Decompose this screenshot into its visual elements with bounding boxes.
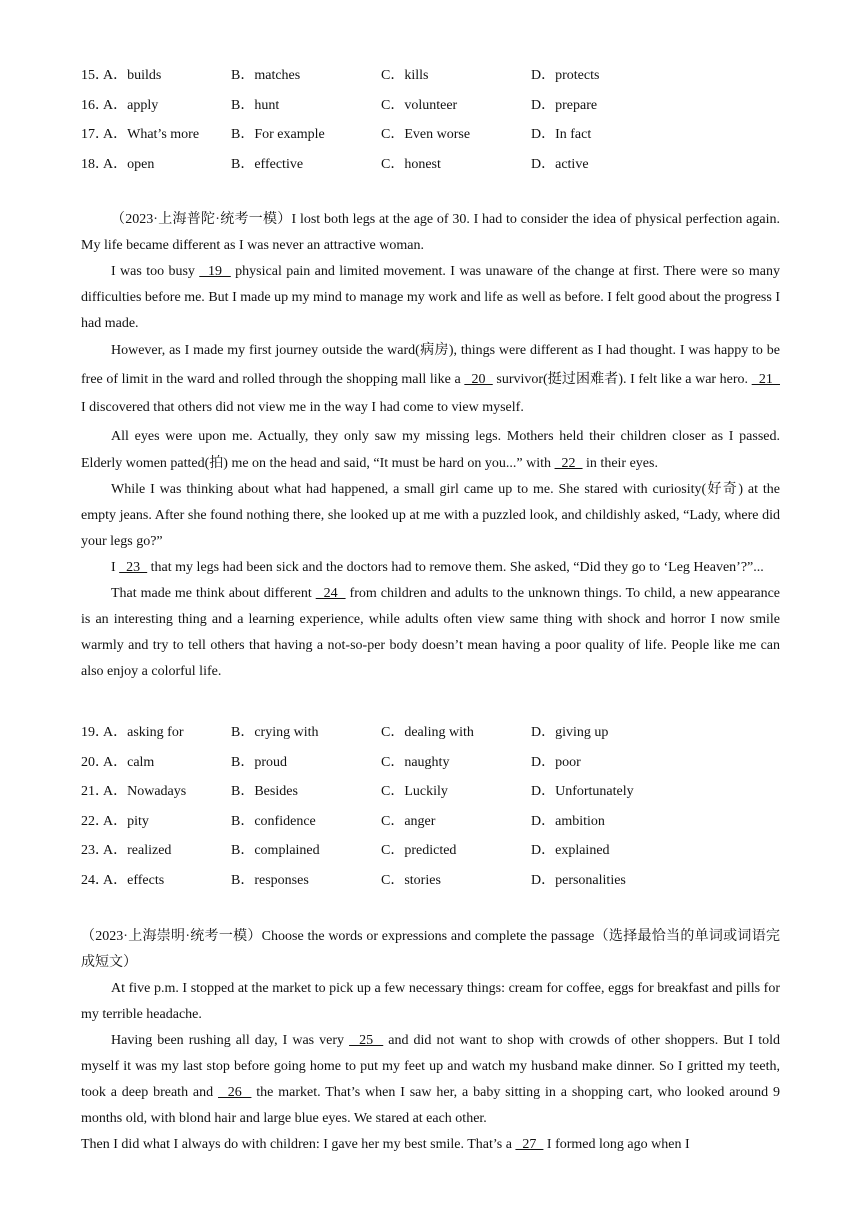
option-d: D．protects [531, 68, 600, 83]
question-number: 23． [81, 843, 109, 858]
question-number: 19． [81, 725, 109, 740]
passage-paragraph [81, 555, 780, 581]
blank-26: 26 [218, 1085, 252, 1100]
option-b: B．hunt [231, 97, 280, 113]
passage-putuo [81, 207, 780, 685]
option-d: D．personalities [531, 872, 626, 888]
option-d: D．active [531, 156, 589, 172]
option-a: A．asking for [103, 725, 184, 740]
paragraph-text: from children and adults to the unknown things. To child, a new appearance is an interesting thing and a learning experience, while adults often view same thing with shock and horror I now smile warmly and try to tell others that having a not-so-per body doesn’t mean having a poor quality of life. People like me can also enjoy a colorful life. [81, 585, 781, 679]
option-b: B．proud [231, 754, 287, 770]
paragraph-text: physical pain and limited movement. I was unaware of the change at first. There were so many difficulties before me. But I made up my mind to manage my work and life as well as before. I felt good about the progress I had made. [81, 264, 780, 331]
blank-19: 19 [199, 264, 231, 279]
paragraph-text: I formed long ago when I [543, 1137, 690, 1152]
option-b: B．confidence [231, 813, 316, 829]
option-b: B．crying with [231, 725, 319, 740]
header-text: （2023·上海崇明·统考一模）Choose the words or expressions and complete the passage（选择最恰当的单词或词语完成短文） [81, 929, 780, 970]
question-number: 15． [81, 68, 109, 83]
paragraph-text: All eyes were upon me. Actually, they only saw my missing legs. Mothers held their children closer as I passed. Elderly women patted(拍) me on the head and said, “It must be hard on you...” with [81, 428, 780, 471]
paragraph-text: and did not want to shop with crowds of other shoppers. But I told myself it was my last stop before going home to put my feet up and watch my husband make dinner. So I gritted my teeth, took a deep breath and [81, 1033, 780, 1100]
passage-paragraph [81, 423, 780, 477]
passage-paragraph [81, 1132, 780, 1158]
option-a: A．pity [103, 813, 149, 829]
option-b: B．effective [231, 156, 304, 172]
option-b: B．matches [231, 68, 301, 83]
option-c: C．dealing with [381, 725, 474, 740]
paragraph-text: survivor(挺过困难者). I felt like a war hero. [492, 371, 752, 387]
option-c: C．honest [381, 156, 441, 172]
paragraph-text: Then I did what I always do with children: I gave her my best smile. That’s a [81, 1137, 516, 1152]
paragraph-text: I [111, 559, 120, 575]
question-number: 24． [81, 872, 109, 888]
question-number: 18． [81, 156, 109, 172]
option-d: D．Unfortunately [531, 784, 634, 799]
option-b: B．responses [231, 872, 309, 888]
passage-paragraph [81, 976, 780, 1028]
passage-chongming [81, 924, 780, 1158]
question-number: 17． [81, 127, 109, 142]
option-a: A．Nowadays [103, 784, 187, 799]
blank-21: 21 [751, 371, 780, 387]
blank-27: 27 [515, 1137, 544, 1152]
blank-24: 24 [315, 585, 346, 601]
option-d: D．In fact [531, 127, 592, 142]
question-number: 16． [81, 97, 109, 113]
option-c: C．naughty [381, 754, 450, 770]
paragraph-text: that my legs had been sick and the doctors had to remove them. She asked, “Did they go to ‘Leg Heaven’?”... [147, 559, 764, 575]
blank-23: 23 [119, 559, 148, 575]
option-a: A．effects [103, 872, 165, 888]
question-number: 20． [81, 754, 109, 770]
paragraph-text: However, as I made my first journey outside the ward(病房), things were different as I had thought. I was happy to be free of limit in the ward and rolled through the shopping mall like a [81, 343, 780, 387]
option-b: B．For example [231, 127, 325, 142]
paragraph-text: While I was thinking about what had happened, a small girl came up to me. She stared with curiosity(好奇) at the empty jeans. After she found nothing there, she looked up at me with a puzzled look, and childishly asked, “Lady, where did your legs go?” [81, 481, 780, 549]
paragraph-text: （2023·上海普陀·统考一模）I lost both legs at the age of 30. I had to consider the idea of physical perfection again. My life became different as I was never an attractive woman. [81, 212, 780, 253]
paragraph-text: in their eyes. [582, 455, 658, 471]
option-a: A．What’s more [103, 127, 200, 142]
option-c: C．Luckily [381, 784, 448, 799]
option-c: C．stories [381, 872, 441, 888]
option-c: C．kills [381, 68, 429, 83]
blank-20: 20 [464, 371, 493, 387]
option-a: A．realized [103, 843, 172, 858]
question-number: 21． [81, 784, 109, 799]
option-a: A．apply [103, 97, 159, 113]
paragraph-text: That made me think about different [111, 585, 316, 601]
option-d: D．ambition [531, 813, 605, 829]
passage-paragraph [81, 259, 780, 337]
paragraph-text: I was too busy [111, 264, 200, 279]
paragraph-text: At five p.m. I stopped at the market to pick up a few necessary things: cream for coffee, eggs for breakfast and pills for my terrible headache. [81, 981, 780, 1022]
option-d: D．giving up [531, 725, 609, 740]
paragraph-text: I discovered that others did not view me in the way I had come to view myself. [81, 400, 524, 415]
blank-25: 25 [349, 1033, 384, 1048]
passage-paragraph [81, 1028, 780, 1132]
option-d: D．explained [531, 843, 610, 858]
passage-paragraph [81, 337, 780, 423]
passage-header [81, 924, 780, 976]
option-b: B．Besides [231, 784, 298, 799]
option-c: C．volunteer [381, 97, 458, 113]
passage-paragraph [81, 581, 780, 685]
option-a: A．open [103, 156, 155, 172]
option-a: A．builds [103, 68, 162, 83]
option-c: C．predicted [381, 843, 457, 858]
question-number: 22． [81, 813, 109, 829]
option-d: D．poor [531, 754, 581, 770]
paragraph-text: the market. That’s when I saw her, a baby sitting in a shopping cart, who looked around 9 months old, with blond hair and large blue eyes. We stared at each other. [81, 1085, 781, 1126]
option-d: D．prepare [531, 97, 598, 113]
paragraph-text: Having been rushing all day, I was very [111, 1033, 350, 1048]
option-a: A．calm [103, 754, 155, 770]
passage-paragraph [81, 207, 780, 259]
option-b: B．complained [231, 843, 320, 858]
option-c: C．anger [381, 813, 436, 829]
blank-22: 22 [554, 455, 583, 471]
passage-paragraph [81, 477, 780, 555]
option-c: C．Even worse [381, 127, 471, 142]
